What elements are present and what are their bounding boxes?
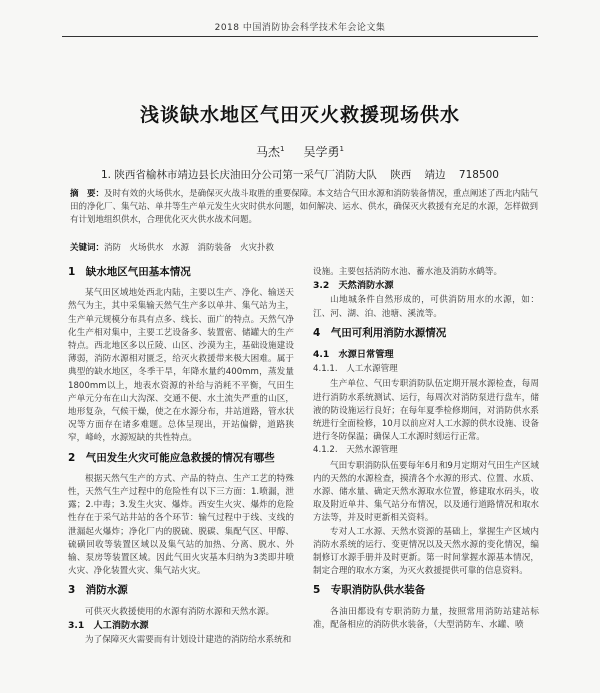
paragraph: 为了保障灭火需要而有计划设计建造的消防给水系统和 xyxy=(85,635,292,646)
paragraph: 各油田都设有专职消防力量，按照常用消防站建站标准，配备相应的消防供水装备，（大型消防车、水罐、喷 xyxy=(313,606,539,630)
author-list xyxy=(0,143,600,160)
author-affiliation-mark: 1 xyxy=(339,145,345,153)
paragraph: 气田专职消防队伍要每年6月和9月定期对气田生产区域内的天然的水源检查，摸清各个水源的形式、位置、水质、水源、储水量、确定天然水源取水位置，修建取水码头，收取及附近单井、集气站分布情况，以及通行道路情况和取水方法等，并及时更新相关资料。 xyxy=(313,460,539,524)
abstract-label: 摘 要： xyxy=(70,189,105,199)
subsection-heading: 3.1 人工消防水源 xyxy=(68,619,149,631)
section-heading: 3 消防水源 xyxy=(68,584,128,597)
keywords-text: 消防 火场供水 水源 消防装备 火灾扑救 xyxy=(104,243,275,253)
paragraph: 可供灭火救援使用的水源有消防水源和天然水源。 xyxy=(85,606,275,617)
section-heading: 2 气田发生火灾可能应急救援的情况有哪些 xyxy=(68,451,275,464)
paragraph: 设施。主要包括消防水池、蓄水池及消防水鹤等。 xyxy=(313,267,503,277)
author-name: 吴学勇 xyxy=(303,145,340,159)
paper-title: 浅谈缺水地区气田灭火救援现场供水 xyxy=(139,104,460,126)
subsection-heading: 3.2 天然消防水源 xyxy=(313,280,394,292)
section-heading: 5 专职消防队供水装备 xyxy=(313,584,426,597)
subsubsection-heading: 4.1.2. 天然水源管理 xyxy=(313,445,398,456)
left-column xyxy=(68,266,294,647)
author-affiliation-mark: 1 xyxy=(279,145,285,153)
paragraph: 山地城条件自然形成的，可供消防用水的水源，如：江、河、湖、泊、池塘、溪流等。 xyxy=(313,295,539,319)
running-header: 2018 中国消防协会科学技术年会论文集 xyxy=(214,23,386,33)
author-affiliation: 1. 陕西省榆林市靖边县长庆油田分公司第一采气厂消防大队 陕西 靖边 718500 xyxy=(101,169,499,181)
subsection-heading: 4.1 水源日常管理 xyxy=(313,349,394,361)
paragraph: 生产单位、气田专职消防队伍定期开展水源检查，每周进行消防水系统测试、运行，每周次对消防泵进行盘车，储液的防设施运行良好；在每年夏季检修期间，对消防供水系统进行全面检修，10月以前应对人工水源的供水设施、设备进行冬防保温；确保人工水源时刻运行正常。 xyxy=(313,379,539,443)
section-heading: 1 缺水地区气田基本情况 xyxy=(68,266,191,278)
author-name: 马杰 xyxy=(255,145,280,159)
right-column xyxy=(313,266,539,632)
abstract xyxy=(70,188,538,227)
section-heading: 4 气田可利用消防水源情况 xyxy=(313,326,447,339)
keywords xyxy=(70,241,538,253)
subsubsection-heading: 4.1.1. 人工水源管理 xyxy=(313,364,398,375)
keywords-label: 关键词： xyxy=(70,243,105,253)
paragraph: 根据天然气生产的方式、产品的特点、生产工艺的特殊性，天然气生产过程中的危险性有以下三方面：1.喷漏，泄露；2.中毒；3.发生火灾、爆炸。西安生火灾、爆炸的危险性存在于采气站井站的各个环节：输气过程中于线、支线的泄漏起火爆炸；净化厂内的脱硫、脱碳、集配气区、甲醇、硫磺回收等装置区域以及集气站的加热、分离、脱水、外输、泵房等装置区域。因此气田火灾基本归纳为3类即井喷火灾、净化装置火灾、集气站火灾。 xyxy=(68,473,294,577)
paragraph: 某气田区域地处西北内陆，主要以生产、净化、输送天然气为主，其中采集输天然气生产多以单井、集气站为主，生产单元规模分布具有点多、线长、面广的特点。天然气净化生产相对集中，主要工艺设备多、装置密、储罐大的生产特点。西北地区多以丘陵、山区、沙漠为主，基础设施建设薄弱，消防水源相对匮乏，给灭火救援带来极大困难。属于典型的缺水地区，冬季干旱，年降水量约400mm，蒸发量1800mm以上，地表水资源的补给与消耗不平衡，气田生产单元分布在山大沟深、交通不便、水土流失严重的山区，地形复杂，气候干燥，使之在水源分布，井站道路，管水状况等方面存在诸多难题。总体呈现出，开站偏僻，道路狭窄，峰岭，水源短缺的共性特点。 xyxy=(68,288,294,444)
paragraph: 专对人工水源、天然水资源的基础上，掌握生产区域内消防水系统的运行、变更情况以及天然水源的变化情况，编制修订水源手册并及时更新。第一时间掌握水源基本情况，制定合理的取水方案，为灭火救援提供可靠的信息资料。 xyxy=(313,526,539,577)
header-divider xyxy=(62,36,538,37)
abstract-text: 及时有效的火场供水，是确保灭火战斗取胜的重要保障。本文结合气田水源和消防装备情况，重点阐述了西北内陆气田的净化厂、集气站、单井等生产单元发生火灾时供水问题，如何解决、运水、供水，确保灭火救援有充足的水源，怎样做到有计划地组织供水，合理优化灭火供水战术问题。 xyxy=(70,189,538,225)
